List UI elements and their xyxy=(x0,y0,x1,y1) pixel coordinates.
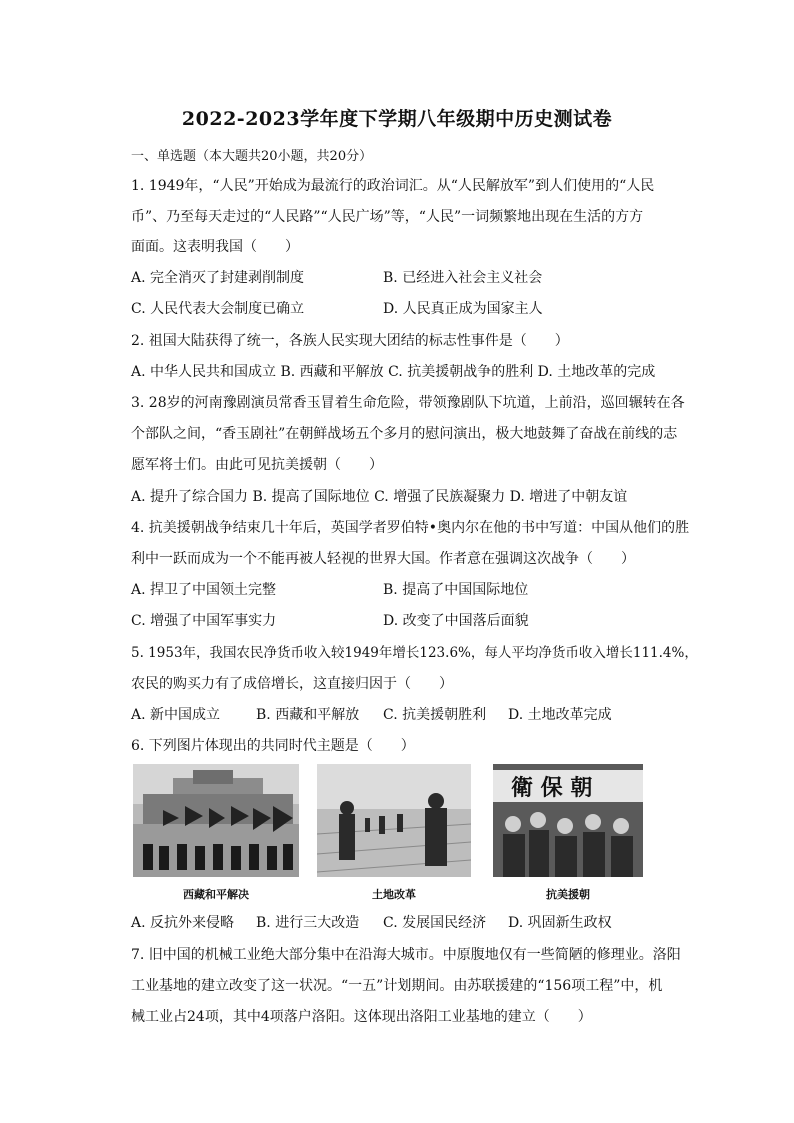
q2-options: A. 中华人民共和国成立 B. 西藏和平解放 C. 抗美援朝战争的胜利 D. 土地改革的完成 xyxy=(131,364,656,380)
q3-line-2: 个部队之间，“香玉剧社”在朝鲜战场五个多月的慰问演出，极大地鼓舞了奋战在前线的志 xyxy=(131,426,678,442)
photo-tibet-liberation xyxy=(133,764,299,877)
q5-option-c: C. 抗美援朝胜利 xyxy=(383,707,487,723)
q1-option-d: D. 人民真正成为国家主人 xyxy=(383,301,543,317)
exam-title: 2022-2023学年度下学期八年级期中历史测试卷 xyxy=(181,108,613,130)
q1-line-2: 币”、乃至每天走过的“人民路”“人民广场”等，“人民”一词频繁地出现在生活的方方 xyxy=(131,209,644,225)
q7-line-2: 工业基地的建立改变了这一状况。“一五”计划期间。由苏联援建的“156项工程”中，机 xyxy=(131,978,663,994)
photo-resist-america xyxy=(493,764,643,877)
q1-option-c: C. 人民代表大会制度已确立 xyxy=(131,301,305,317)
caption-photo-3: 抗美援朝 xyxy=(546,888,590,901)
q4-option-c: C. 增强了中国军事实力 xyxy=(131,613,277,629)
q3-line-3: 愿军将士们。由此可见抗美援朝（ ） xyxy=(131,457,383,473)
photo-land-reform xyxy=(317,764,471,877)
q5-option-a: A. 新中国成立 xyxy=(131,707,221,723)
q6-option-c: C. 发展国民经济 xyxy=(383,915,487,931)
q5-line-1: 5. 1953年，我国农民净货币收入较1949年增长123.6%，每人平均净货币收入增长111.4%， xyxy=(131,645,698,661)
q1-line-3: 面面。这表明我国（ ） xyxy=(131,239,299,255)
q4-option-a: A. 捍卫了中国领土完整 xyxy=(131,582,277,598)
caption-photo-1: 西藏和平解决 xyxy=(183,888,249,901)
q7-line-3: 械工业占24项，其中4项落户洛阳。这体现出洛阳工业基地的建立（ ） xyxy=(131,1009,592,1025)
q5-option-b: B. 西藏和平解放 xyxy=(256,707,360,723)
q4-option-b: B. 提高了中国国际地位 xyxy=(383,582,529,598)
caption-photo-2: 土地改革 xyxy=(372,888,416,901)
q1-option-a: A. 完全消灭了封建剥削制度 xyxy=(131,270,305,286)
section-heading: 一、单选题（本大题共20小题，共20分） xyxy=(131,149,373,164)
q6-option-d: D. 巩固新生政权 xyxy=(508,915,612,931)
q3-options: A. 提升了综合国力 B. 提高了国际地位 C. 增强了民族凝聚力 D. 增进了中朝友谊 xyxy=(131,489,628,505)
q5-option-d: D. 土地改革完成 xyxy=(508,707,612,723)
q6-option-a: A. 反抗外来侵略 xyxy=(131,915,235,931)
q3-line-1: 3. 28岁的河南豫剧演员常香玉冒着生命危险，带领豫剧队下坑道，上前沿，巡回辗转在各 xyxy=(131,395,685,411)
q1-option-b: B. 已经进入社会主义社会 xyxy=(383,270,543,286)
banner-text: 衛 保 朝 xyxy=(511,775,593,801)
q4-line-2: 利中一跃而成为一个不能再被人轻视的世界大国。作者意在强调这次战争（ ） xyxy=(131,551,635,567)
q1-line-1: 1. 1949年，“人民”开始成为最流行的政治词汇。从“人民解放军”到人们使用的“人民 xyxy=(131,178,655,194)
q7-line-1: 7. 旧中国的机械工业绝大部分集中在沿海大城市。中原腹地仅有一些简陋的修理业。洛阳 xyxy=(131,947,681,963)
q4-line-1: 4. 抗美援朝战争结束几十年后，英国学者罗伯特•奥内尔在他的书中写道：中国从他们的胜 xyxy=(131,520,690,536)
q5-line-2: 农民的购买力有了成倍增长，这直接归因于（ ） xyxy=(131,676,453,692)
q6-option-b: B. 进行三大改造 xyxy=(256,915,360,931)
q2-line-1: 2. 祖国大陆获得了统一，各族人民实现大团结的标志性事件是（ ） xyxy=(131,333,569,349)
q6-line-1: 6. 下列图片体现出的共同时代主题是（ ） xyxy=(131,738,415,754)
q4-option-d: D. 改变了中国落后面貌 xyxy=(383,613,529,629)
